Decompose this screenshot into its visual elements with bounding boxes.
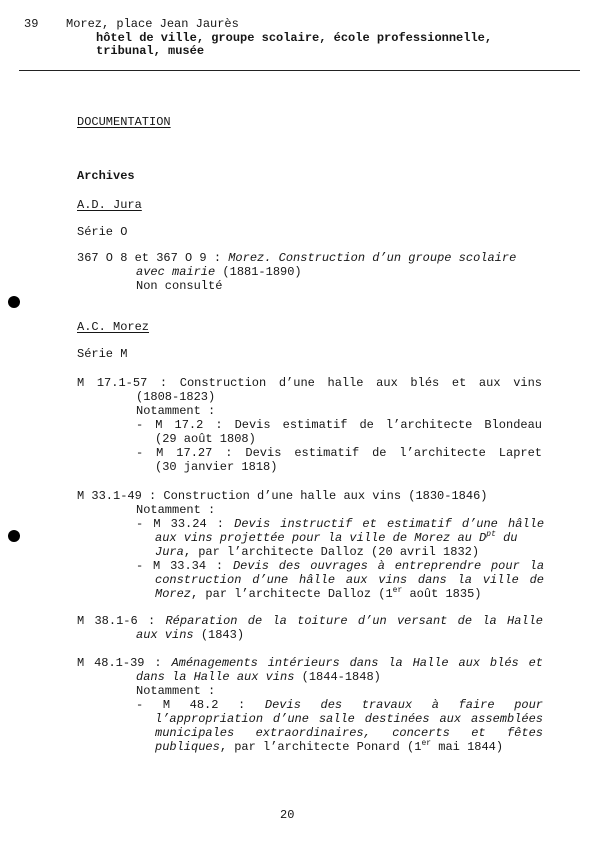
m17-sub1-line1: - M 17.2 : Devis estimatif de l’architecte Blondeau	[136, 418, 542, 432]
m48-title: Aménagements intérieurs dans la Halle aux blés et	[171, 656, 543, 670]
m33-sub2-date: août 1835)	[402, 587, 482, 601]
m33-sub2-title: Devis des ouvrages à entreprendre pour la	[232, 559, 545, 573]
m17-sub2-line1: - M 17.27 : Devis estimatif de l’architecte Lapret	[136, 446, 542, 460]
m38-line1	[77, 614, 543, 628]
m38-line2	[136, 628, 244, 642]
m33-notamment: Notamment :	[136, 503, 216, 517]
ad-entry-dates: (1881-1890)	[222, 265, 302, 279]
m48-sub-date: mai 1844)	[431, 740, 504, 754]
ad-entry-ref: 367 O 8 et 367 O 9 :	[77, 251, 222, 265]
m48-sub-title: Devis des travaux à faire pour	[264, 698, 544, 712]
m48-notamment: Notamment :	[136, 684, 216, 698]
m48-sub-line3: municipales extraordinaires, concerts et fêtes	[155, 726, 543, 740]
m48-sub-line1	[136, 698, 543, 712]
building-list-line1: hôtel de ville, groupe scolaire, école professionnelle,	[96, 31, 493, 45]
m48-sub-sup: er	[421, 739, 432, 748]
ad-entry-title-cont: avec mairie	[136, 265, 216, 279]
m33-sub2-line1	[136, 559, 544, 573]
header-rule	[19, 70, 580, 71]
m48-line2	[136, 670, 381, 684]
m17-sub2-line2: (30 janvier 1818)	[155, 460, 278, 474]
m33-sub1-line1	[136, 517, 544, 531]
place-title: Morez, place Jean Jaurès	[66, 17, 239, 31]
m17-notamment: Notamment :	[136, 404, 216, 418]
m48-title-cont: dans la Halle aux vins	[136, 670, 295, 684]
m33-sub2-author: , par l’architecte Dalloz (1	[191, 587, 393, 601]
ad-entry-note: Non consulté	[136, 279, 223, 293]
m33-sub1-author: , par l’architecte Dalloz (20 avril 1832)	[183, 545, 480, 559]
m33-sub1-title: Devis instructif et estimatif d’une hâlle	[234, 517, 545, 531]
m48-line1	[77, 656, 543, 670]
m48-sub-line2: l’appropriation d’une salle destinées aux assemblées	[155, 712, 543, 726]
m33-sub2-line3	[155, 587, 481, 601]
m33-sub1-sup: pt	[486, 530, 496, 539]
m38-dates: (1843)	[200, 628, 245, 642]
ad-entry-line1	[77, 251, 516, 265]
m48-sub-publiques: publiques	[155, 740, 220, 754]
ac-heading: A.C. Morez	[77, 320, 150, 334]
margin-dot-bottom	[8, 530, 20, 542]
margin-dot-top	[8, 296, 20, 308]
section-title: DOCUMENTATION	[77, 115, 171, 129]
m33-sub1-line2	[155, 531, 517, 545]
m38-ref: M 38.1-6 :	[77, 614, 156, 628]
m48-sub-line4	[155, 740, 503, 754]
building-list-line2: tribunal, musée	[96, 44, 205, 58]
page-number: 20	[280, 808, 295, 822]
serie-m: Série M	[77, 347, 128, 361]
m33-sub1-title-cont: aux vins projettée pour la ville de Morez au D	[155, 531, 487, 545]
ad-entry-title: Morez. Construction d’un groupe scolaire	[228, 251, 517, 265]
serie-o: Série O	[77, 225, 128, 239]
ad-entry-line2	[136, 265, 302, 279]
m33-sub1-line3	[155, 545, 479, 559]
m17-dates: (1808-1823)	[136, 390, 216, 404]
m17-sub1-line2: (29 août 1808)	[155, 432, 256, 446]
archives-heading: Archives	[77, 169, 135, 183]
m33-sub1-ref: - M 33.24 :	[136, 517, 224, 531]
m38-title-cont: aux vins	[136, 628, 194, 642]
m48-ref: M 48.1-39 :	[77, 656, 162, 670]
m33-sub2-morez: Morez	[155, 587, 192, 601]
m33-sub2-ref: - M 33.34 :	[136, 559, 224, 573]
m48-dates: (1844-1848)	[301, 670, 381, 684]
m17-line1: M 17.1-57 : Construction d’une halle aux blés et aux vins	[77, 376, 542, 390]
m33-sub2-line2: construction d’une hâlle aux vins dans la ville de	[155, 573, 544, 587]
m48-sub-author: , par l’architecte Ponard (1	[219, 740, 422, 754]
m33-sub1-title-end: du	[495, 531, 518, 545]
m38-title: Réparation de la toiture d’un versant de la Halle	[165, 614, 544, 628]
m48-sub-ref: - M 48.2 :	[136, 698, 246, 712]
m33-sub2-sup: er	[392, 586, 403, 595]
m33-sub1-jura: Jura	[155, 545, 184, 559]
m33-line1: M 33.1-49 : Construction d’une halle aux vins (1830-1846)	[77, 489, 488, 503]
page-number-header: 39	[24, 17, 39, 31]
ad-heading: A.D. Jura	[77, 198, 142, 212]
